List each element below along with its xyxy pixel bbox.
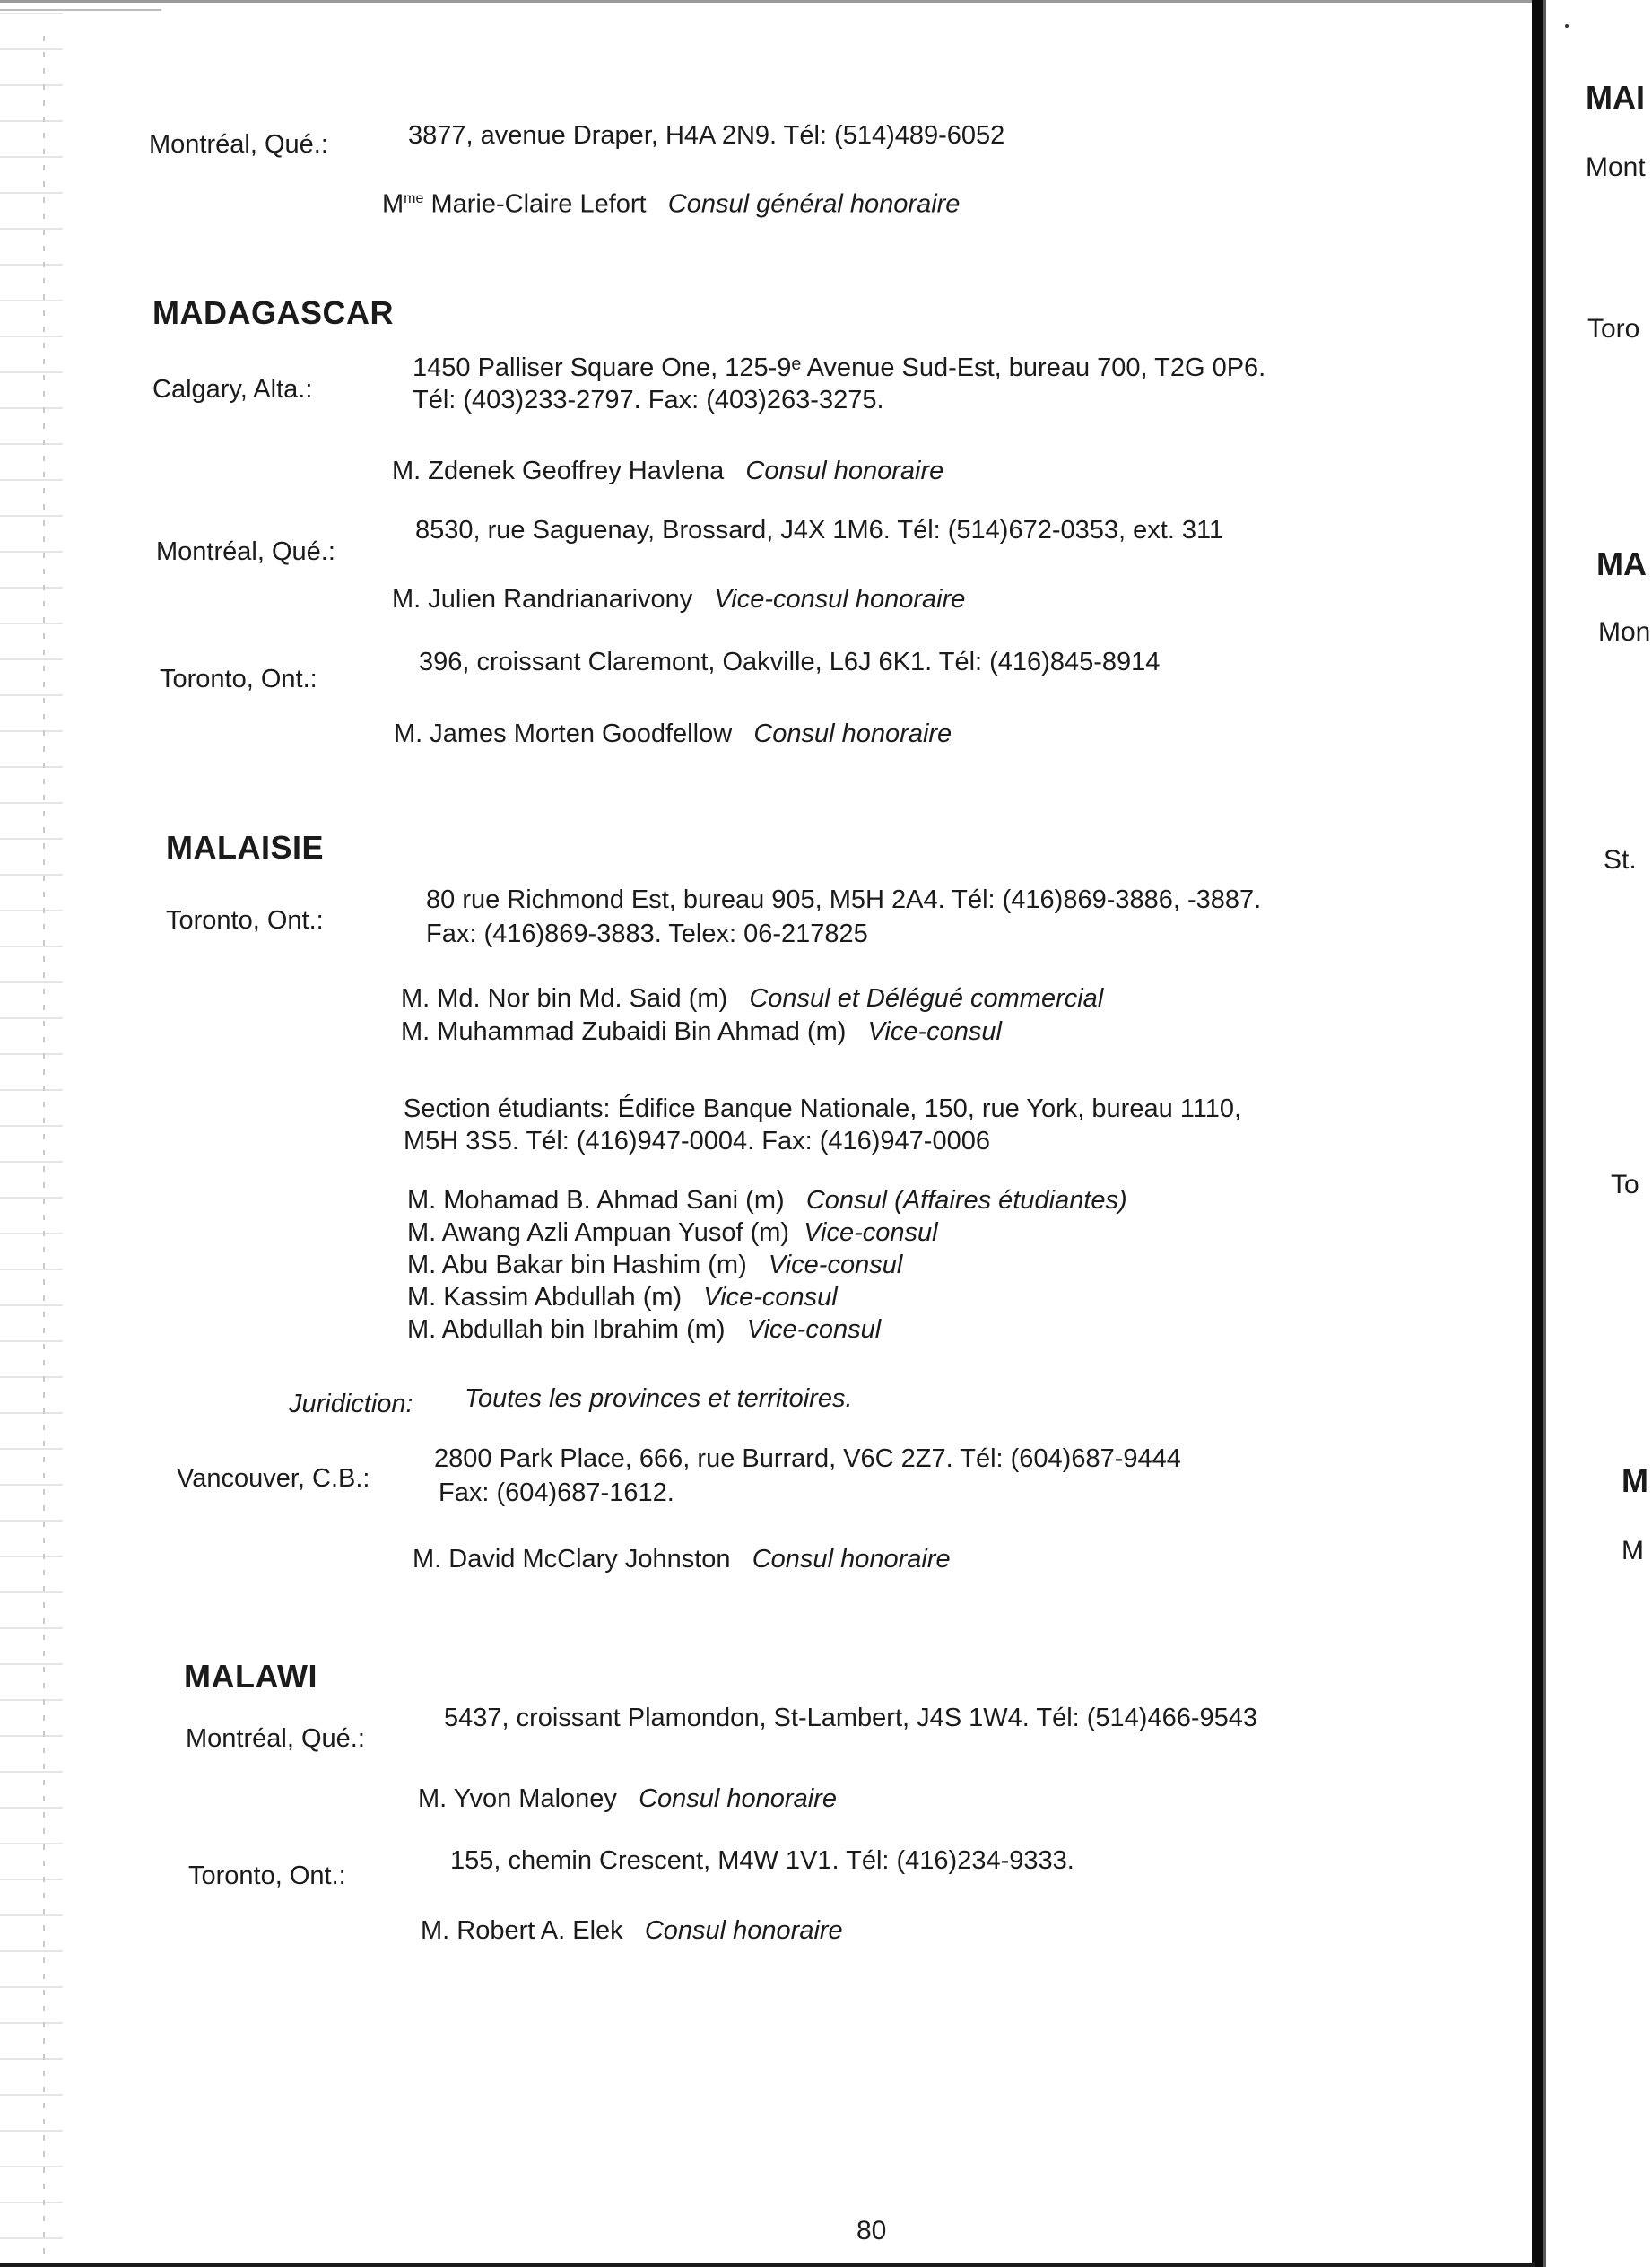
person-name: M. Zdenek Geoffrey Havlena	[392, 457, 725, 485]
person-role: Vice-consul	[703, 1283, 838, 1312]
person-role: Vice-consul honoraire	[714, 585, 966, 614]
next-page-fragment: MA	[1596, 545, 1647, 582]
person-name: M. Kassim Abdullah (m)	[407, 1283, 683, 1312]
address-line: 155, chemin Crescent, M4W 1V1. Tél: (416)234-9333.	[450, 1846, 1074, 1875]
person-line	[418, 1783, 837, 1815]
person-line	[421, 1914, 843, 1947]
person-role: Vice-consul	[867, 1017, 1002, 1046]
country-heading-malawi: MALAWI	[184, 1658, 317, 1695]
person-role: Consul honoraire	[753, 719, 952, 748]
address-line: 8530, rue Saguenay, Brossard, J4X 1M6. Tél: (514)672-0353, ext. 311	[415, 516, 1224, 545]
person-prefix: M	[382, 189, 404, 219]
address-line: 396, croissant Claremont, Oakville, L6J 6K1. Tél: (416)845-8914	[419, 648, 1161, 676]
person-name: M. James Morten Goodfellow	[394, 719, 733, 748]
page-binding-edge	[1532, 0, 1543, 2267]
person-role: Consul honoraire	[752, 1545, 951, 1574]
next-page-fragment: Mon	[1598, 617, 1651, 647]
address-line: Fax: (416)869-3883. Telex: 06-217825	[426, 920, 868, 948]
student-section-line: Section étudiants: Édifice Banque Nationale, 150, rue York, bureau 1110,	[404, 1094, 1242, 1123]
country-heading-madagascar: MADAGASCAR	[152, 294, 394, 331]
city-label: Montréal, Qué.:	[156, 537, 335, 566]
jurisdiction-text: Toutes les provinces et territoires.	[465, 1384, 853, 1413]
person-name: M. Md. Nor bin Md. Said (m)	[401, 984, 728, 1013]
person-role: Consul et Délégué commercial	[749, 984, 1104, 1013]
page-number: 80	[856, 2216, 887, 2245]
country-heading-malaisie: MALAISIE	[166, 829, 325, 866]
person-name: M. Abu Bakar bin Hashim (m)	[407, 1251, 747, 1279]
address-line: 5437, croissant Plamondon, St-Lambert, J4S 1W4. Tél: (514)466-9543	[444, 1704, 1258, 1732]
city-label: Toronto, Ont.:	[188, 1862, 346, 1890]
city-label: Montréal, Qué.:	[149, 130, 328, 159]
address-line: 1450 Palliser Square One, 125-9ᵉ Avenue Sud-Est, bureau 700, T2G 0P6.	[413, 353, 1266, 382]
city-label: Toronto, Ont.:	[160, 665, 317, 693]
next-page-fragment: M	[1622, 1462, 1648, 1499]
person-line	[382, 183, 960, 221]
person-line	[401, 982, 1103, 1015]
person-name: Marie-Claire Lefort	[430, 189, 647, 219]
city-label: Toronto, Ont.:	[166, 906, 324, 935]
person-line	[392, 455, 943, 487]
person-name: M. Mohamad B. Ahmad Sani (m)	[407, 1186, 785, 1215]
address-line: 80 rue Richmond Est, bureau 905, M5H 2A4. Tél: (416)869-3886, -3887.	[426, 885, 1262, 914]
person-name: M. Awang Azli Ampuan Yusof (m)	[407, 1218, 790, 1247]
next-page-fragment: M	[1622, 1536, 1644, 1565]
person-line	[394, 718, 952, 750]
address-line: 3877, avenue Draper, H4A 2N9. Tél: (514)489-6052	[408, 121, 1005, 150]
person-name: M. Muhammad Zubaidi Bin Ahmad (m)	[401, 1017, 847, 1046]
next-page-fragment: St.	[1604, 845, 1637, 875]
person-name: M. Yvon Maloney	[418, 1784, 617, 1813]
person-line	[401, 1016, 1002, 1048]
person-line	[407, 1313, 881, 1346]
person-role: Vice-consul	[804, 1218, 938, 1247]
person-line	[407, 1216, 938, 1249]
person-role: Consul honoraire	[745, 457, 944, 485]
person-line	[407, 1281, 838, 1313]
person-name: M. Robert A. Elek	[421, 1916, 623, 1945]
next-page-sliver	[1546, 0, 1652, 2267]
next-page-fragment: MAI	[1586, 79, 1645, 116]
person-role: Vice-consul	[746, 1315, 882, 1344]
next-page-fragment: Mont	[1586, 153, 1646, 182]
person-role: Vice-consul	[768, 1251, 903, 1279]
next-page-fragment: To	[1611, 1170, 1639, 1199]
city-label: Calgary, Alta.:	[152, 375, 313, 404]
next-page-fragment: Toro	[1587, 314, 1640, 344]
person-line	[407, 1249, 902, 1281]
person-line	[413, 1543, 951, 1575]
person-name: M. David McClary Johnston	[413, 1545, 731, 1574]
person-line	[392, 583, 965, 615]
address-line: Fax: (604)687-1612.	[439, 1478, 674, 1507]
person-role: Consul honoraire	[644, 1916, 843, 1945]
person-role: Consul (Affaires étudiantes)	[805, 1186, 1127, 1215]
person-prefix-superscript: me	[404, 191, 424, 206]
address-line: Tél: (403)233-2797. Fax: (403)263-3275.	[413, 386, 884, 414]
address-line: 2800 Park Place, 666, rue Burrard, V6C 2Z7. Tél: (604)687-9444	[434, 1444, 1181, 1473]
city-label: Vancouver, C.B.:	[177, 1464, 370, 1493]
person-role: Consul honoraire	[639, 1784, 837, 1813]
scan-bottom-rule	[0, 2263, 1535, 2267]
person-name: M. Julien Randrianarivony	[392, 585, 693, 614]
jurisdiction-label: Juridiction:	[289, 1390, 413, 1418]
student-section-line: M5H 3S5. Tél: (416)947-0004. Fax: (416)947-0006	[404, 1127, 990, 1155]
person-role: Consul général honoraire	[667, 189, 961, 219]
city-label: Montréal, Qué.:	[186, 1724, 365, 1753]
person-name: M. Abdullah bin Ibrahim (m)	[407, 1315, 726, 1344]
person-line	[407, 1184, 1127, 1216]
